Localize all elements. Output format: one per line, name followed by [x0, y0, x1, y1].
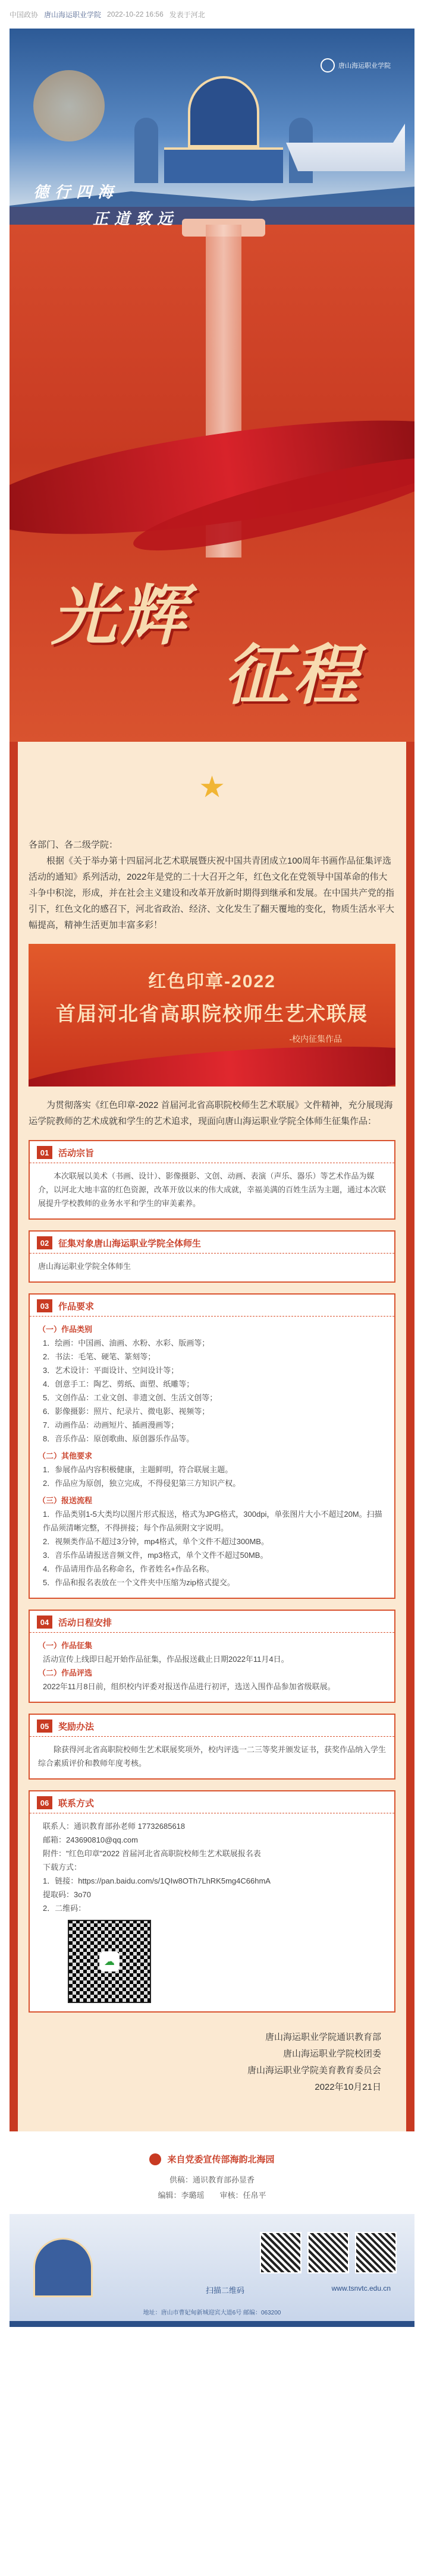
contact-person: 联系人：通识教育部孙老师 17732685618	[43, 1822, 186, 1831]
section-card-awards	[29, 1714, 395, 1780]
section-title: 活动宗旨	[58, 1148, 95, 1158]
list-item: 3．艺术设计：平面设计、空间设计等；	[43, 1366, 179, 1375]
section-header	[30, 1791, 394, 1813]
section-header	[30, 1715, 394, 1737]
section-header	[30, 1295, 394, 1317]
notice-body	[10, 825, 414, 2131]
salutation: 各部门、各二级学院：	[29, 840, 118, 850]
publish-datetime: 2022-10-22 16:56	[107, 10, 164, 18]
list-item: （二）其他要求	[38, 1451, 93, 1460]
list-item: 2022年11月8日前，组织校内评委对报送作品进行初评，选送入围作品参加省级联展。	[43, 1682, 335, 1691]
qrcode-2[interactable]	[307, 2232, 349, 2273]
list-item: 2．作品应为原创，独立完成，不得侵犯第三方知识产权。	[43, 1479, 241, 1488]
list-item: 5．文创作品：工业文创、非遗文创、生活文创等；	[43, 1393, 218, 1402]
section-body: 本次联展以美术（书画、设计）、影像摄影、文创、动画、表演（声乐、器乐）等艺术作品为媒介，以河北大地丰富的红色资源，改革开放以来的伟大成就，幸福美满的百姓生活为主题，通过本次联展提升学校教师的业务水平和学生的审美素养。	[38, 1172, 387, 1208]
star-strip	[10, 742, 414, 825]
section-card-requirements	[29, 1293, 395, 1599]
list-item: （一）作品征集	[38, 1641, 93, 1650]
section-number: 06	[37, 1796, 52, 1809]
footer-title-text: 来自党委宣传部海韵北海园	[167, 2155, 275, 2165]
list-item: 1．参展作品内容积极健康，主题鲜明，符合联展主题。	[43, 1465, 233, 1474]
banner-tag: -校内征集作品	[289, 1034, 342, 1044]
section-title: 活动日程安排	[58, 1617, 112, 1628]
publish-location: 发表于河北	[169, 10, 205, 19]
tower-left	[134, 118, 158, 183]
list-item: 1．绘画：中国画、油画、水粉、水彩、版画等；	[43, 1339, 210, 1347]
section-header	[30, 1232, 394, 1254]
section-title: 作品要求	[58, 1301, 95, 1312]
section-body	[30, 1813, 394, 2011]
footer-contributor: 供稿：通识教育部孙显香	[169, 2175, 255, 2184]
article-meta	[0, 0, 424, 29]
footer-editor: 编辑：李璐瑶 审核：任帛平	[158, 2191, 266, 2200]
signature-block	[29, 2029, 395, 2096]
section-number: 01	[37, 1146, 52, 1159]
banner-title: 红色印章-2022	[148, 972, 276, 991]
party-emblem-icon	[149, 2153, 161, 2165]
section-body: 唐山海运职业学院全体师生	[38, 1262, 131, 1271]
section-number: 02	[37, 1236, 52, 1249]
section-card-schedule	[29, 1610, 395, 1703]
list-item: 7．动画作品：动画短片、插画漫画等；	[43, 1421, 179, 1429]
footer-bar	[10, 2321, 414, 2327]
footer-qrcodes	[260, 2232, 397, 2273]
list-item: 4．创意手工：陶艺、剪纸、面塑、纸雕等；	[43, 1380, 194, 1388]
footer-title	[10, 2153, 414, 2165]
signature-date: 2022年10月21日	[315, 2082, 381, 2092]
dome-building	[188, 76, 259, 147]
section-title: 征集对象唐山海运职业学院全体师生	[58, 1238, 202, 1249]
hero-title-part-1: 光辉	[51, 577, 189, 654]
motto-line-1: 德行四海	[33, 184, 120, 201]
exhibition-banner	[29, 944, 395, 1087]
school-url[interactable]: www.tsnvtc.edu.cn	[331, 2284, 391, 2292]
list-item: 2．书法：毛笔、硬笔、篆刻等；	[43, 1352, 156, 1361]
list-item: 6．影像摄影：照片、纪录片、微电影、视频等；	[43, 1407, 210, 1416]
footer-credits	[10, 2172, 414, 2203]
paper-bottom-spacer	[29, 2096, 395, 2120]
section-number: 05	[37, 1720, 52, 1733]
footer-banner	[10, 2214, 414, 2327]
list-item: 5．作品和报名表放在一个文件夹中压缩为zip格式提交。	[43, 1578, 235, 1587]
sun-shape	[33, 70, 105, 141]
list-item: 3．音乐作品请报送音频文件，mp3格式，单个文件不超过50MB。	[43, 1551, 268, 1560]
hero-title-part-2: 征程	[224, 637, 362, 713]
school-address: 地址：唐山市曹妃甸新城迎宾大道6号 邮编：063200	[143, 2310, 281, 2316]
list-item: 活动宣传上线即日起开始作品征集，作品报送截止日期2022年11月4日。	[43, 1655, 289, 1664]
source-label: 中国政协	[10, 10, 39, 19]
section-header	[30, 1611, 394, 1633]
star-icon: ★	[199, 770, 225, 804]
list-item: 1．作品类别1-5大类均以图片形式报送，格式为JPG格式，300dpi，单张图片大小不超过20M。扫描作品须清晰完整，不得拼接；每个作品须附文字说明。	[43, 1510, 382, 1532]
intro-paragraph: 根据《关于举办第十四届河北艺术联展暨庆祝中国共青团成立100周年书画作品征集评选活动的通知》系列活动，2022年是党的二十大召开之年，红色文化在党领导中国革命的伟大斗争中积淀，形成，并在社会主义建设和改革开放新时期得到继承和发展。在中国共产党的指引下，红色文化的感召下，河北省政治、经济、文化发生了翻天覆地的变化，物质生活水平大幅提高，精神生活更加丰富多彩！	[29, 856, 395, 930]
section-number: 03	[37, 1299, 52, 1312]
section-number: 04	[37, 1615, 52, 1629]
section-body	[30, 1317, 394, 1598]
section-card-audience	[29, 1230, 395, 1283]
list-item: 4．作品请用作品名称命名，作者姓名+作品名称。	[43, 1564, 214, 1573]
section-title: 联系方式	[58, 1798, 95, 1809]
qrcode-label: 2．二维码：	[43, 1904, 86, 1913]
section-body: 除获得河北省高职院校师生艺术联展奖项外，校内评选一二三等奖并颁发证书，获奖作品纳入学生综合素质评价和教师年度考核。	[38, 1745, 387, 1768]
extract-code: 提取码：3o70	[43, 1890, 91, 1899]
list-item: 8．音乐作品：原创歌曲、原创器乐作品等。	[43, 1434, 194, 1443]
dome-building	[33, 2238, 93, 2297]
section-body	[30, 1633, 394, 1702]
hero-banner	[10, 29, 414, 742]
contact-email[interactable]: 邮箱：243690810@qq.com	[43, 1835, 138, 1844]
article-footer	[10, 2131, 414, 2339]
after-paragraph: 为贯彻落实《红色印章-2022 首届河北省高职院校师生艺术联展》文件精神，充分展现海运学院教师的艺术成就和学生的艺术追求，现面向唐山海运职业学院全体师生征集作品：	[29, 1100, 393, 1126]
download-qrcode[interactable]	[68, 1920, 151, 2003]
account-link[interactable]: 唐山海运职业学院	[44, 10, 102, 19]
list-item: （三）报送流程	[38, 1496, 93, 1505]
qrcode-1[interactable]	[260, 2232, 301, 2273]
section-card-contact	[29, 1790, 395, 2013]
signature-line-1: 唐山海运职业学院通识教育部	[265, 2032, 381, 2042]
attachment-label: 附件："红色印章"2022 首届河北省高职院校师生艺术联展报名表	[43, 1849, 261, 1858]
school-logo-icon	[321, 58, 335, 73]
signature-line-3: 唐山海运职业学院美育教育委员会	[247, 2065, 381, 2076]
section-card-purpose	[29, 1140, 395, 1220]
banner-subtitle: 首届河北省高职院校师生艺术联展	[56, 1003, 368, 1025]
download-link[interactable]: 1．链接：https://pan.baidu.com/s/1QIw8OTh7LhRK5mg4C66hmA	[43, 1876, 271, 1885]
section-title: 奖励办法	[58, 1721, 95, 1732]
school-badge	[321, 58, 391, 73]
dome-base	[164, 147, 283, 183]
motto-line-2: 正道致远	[93, 210, 179, 228]
qrcode-3[interactable]	[355, 2232, 397, 2273]
signature-line-2: 唐山海运职业学院校团委	[282, 2049, 381, 2059]
baidu-pan-icon: ☁	[99, 1951, 120, 1972]
scan-label: 扫描二维码	[206, 2286, 245, 2295]
download-label: 下载方式：	[43, 1863, 82, 1872]
list-item: 2．视频类作品不超过3分钟，mp4格式，单个文件不超过300MB。	[43, 1537, 269, 1546]
school-badge-text: 唐山海运职业学院	[338, 62, 391, 70]
list-item: （一）作品类别	[38, 1325, 93, 1334]
list-item: （二）作品评选	[38, 1668, 93, 1677]
section-header	[30, 1141, 394, 1163]
